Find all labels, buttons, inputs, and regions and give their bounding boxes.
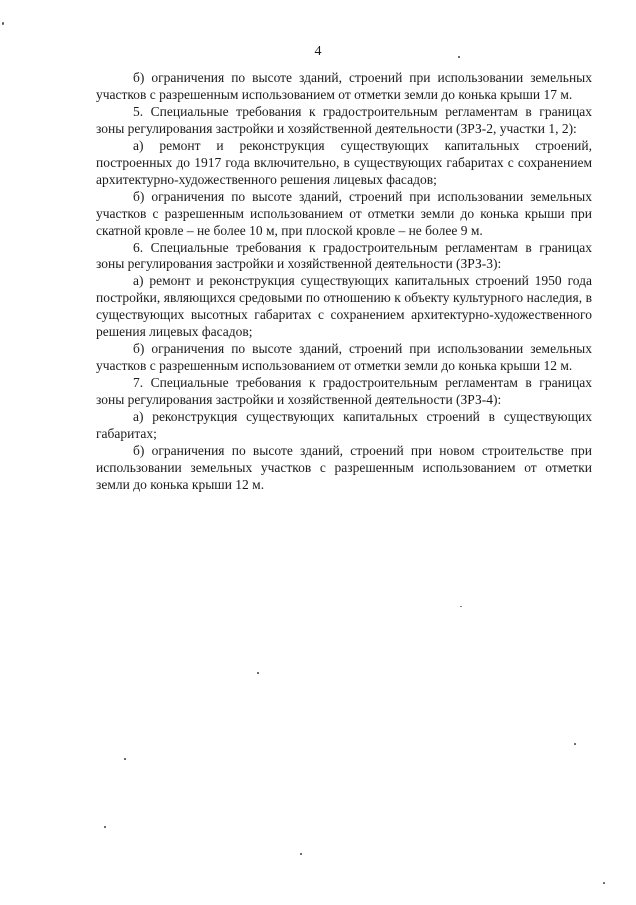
scan-speck [300, 853, 302, 855]
scan-speck [574, 743, 576, 745]
document-body [96, 70, 592, 494]
scan-speck [460, 606, 462, 607]
scan-speck [458, 56, 460, 58]
paragraph-7a-reconstruction: а) реконструкция существующих капитальных строений в существующих габаритах; [96, 409, 592, 442]
paragraph-7-heading-zrz4: 7. Специальные требования к градостроительным регламентам в границах зоны регулирования застройки и хозяйственной деятельности (ЗРЗ-4): [96, 375, 592, 408]
scan-speck [2, 22, 4, 25]
paragraph-5b-height-limit-17m: б) ограничения по высоте зданий, строений при использовании земельных участков с разрешенным использованием от отметки земли до конька крыши 17 м. [96, 70, 592, 102]
scan-speck [104, 826, 106, 828]
paragraph-5a-repair: а) ремонт и реконструкция существующих капитальных строений, построенных до 1917 года включительно, в существующих габаритах с сохранением архитектурно-художественного решения лицевых фасадов; [96, 137, 592, 187]
paragraph-6a-repair: а) ремонт и реконструкция существующих капитальных строений 1950 года постройки, являющихся средовыми по отношению к объекту культурного наследия, в существующих высотных габаритах с сохранением архитектурно-художественного решения лицевых фасадов; [96, 273, 592, 340]
paragraph-6-heading-zrz3: 6. Специальные требования к градостроительным регламентам в границах зоны регулирования застройки и хозяйственной деятельности (ЗРЗ-3): [96, 239, 592, 272]
paragraph-6b-height-limit: б) ограничения по высоте зданий, строений при использовании земельных участков с разрешенным использованием от отметки земли до конька крыши 12 м. [96, 341, 592, 374]
page-number: 4 [314, 44, 322, 59]
paragraph-7b-height-limit: б) ограничения по высоте зданий, строений при новом строительстве при использовании земельных участков с разрешенным использованием от отметки земли до конька крыши 12 м. [96, 442, 592, 492]
scan-speck [124, 758, 126, 760]
scan-speck [257, 672, 259, 674]
paragraph-5b-height-limit: б) ограничения по высоте зданий, строений при использовании земельных участков с разрешенным использованием от отметки земли до конька крыши при скатной кровле – не более 10 м, при плоской кровле – не более 9 м. [96, 188, 592, 238]
paragraph-5-heading-zrz2: 5. Специальные требования к градостроительным регламентам в границах зоны регулирования застройки и хозяйственной деятельности (ЗРЗ-2, участки 1, 2): [96, 103, 592, 136]
scan-speck [603, 882, 605, 884]
